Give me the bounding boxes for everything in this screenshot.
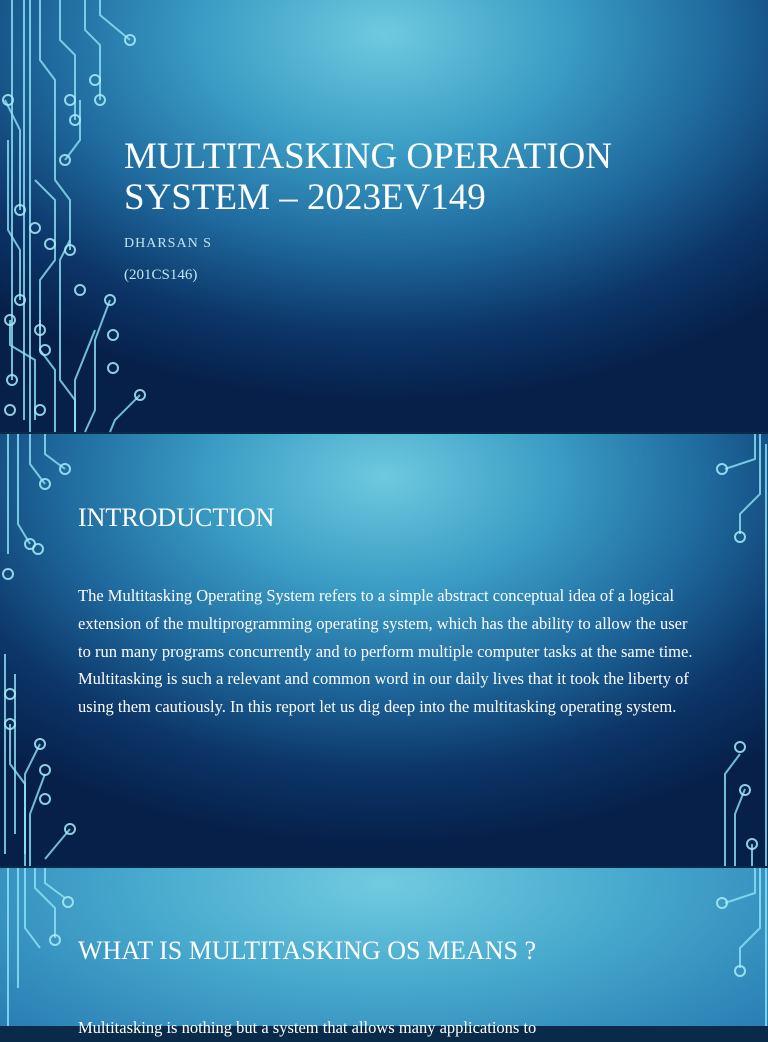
introduction-heading: INTRODUCTION (78, 503, 275, 532)
what-is-body: Multitasking is nothing but a system that allows many applications to (78, 1018, 537, 1037)
circuit-decoration-left (0, 434, 90, 866)
introduction-slide (0, 434, 768, 866)
author-id: (201CS146) (124, 267, 198, 283)
introduction-body: The Multitasking Operating System refers to a simple abstract conceptual idea of a logical extension of the multiprogramming operating system, which has the ability to allow the user to run many programs concurrently and to perform multiple computer tasks at the same time. Multitasking is such a relevant and common word in our daily lives that it took the liberty of using them cautiously. In this report let us dig deep into the multitasking operating system. (78, 586, 693, 717)
presentation-title: MULTITASKING OPERATION SYSTEM – 2023EV149 (124, 136, 612, 218)
what-is-slide (0, 868, 768, 1037)
circuit-decoration-right (700, 868, 768, 1026)
circuit-decoration-right (700, 434, 768, 866)
author-name: DHARSAN S (124, 236, 212, 251)
what-is-heading: WHAT IS MULTITASKING OS MEANS ? (78, 936, 536, 965)
title-slide (0, 0, 768, 432)
